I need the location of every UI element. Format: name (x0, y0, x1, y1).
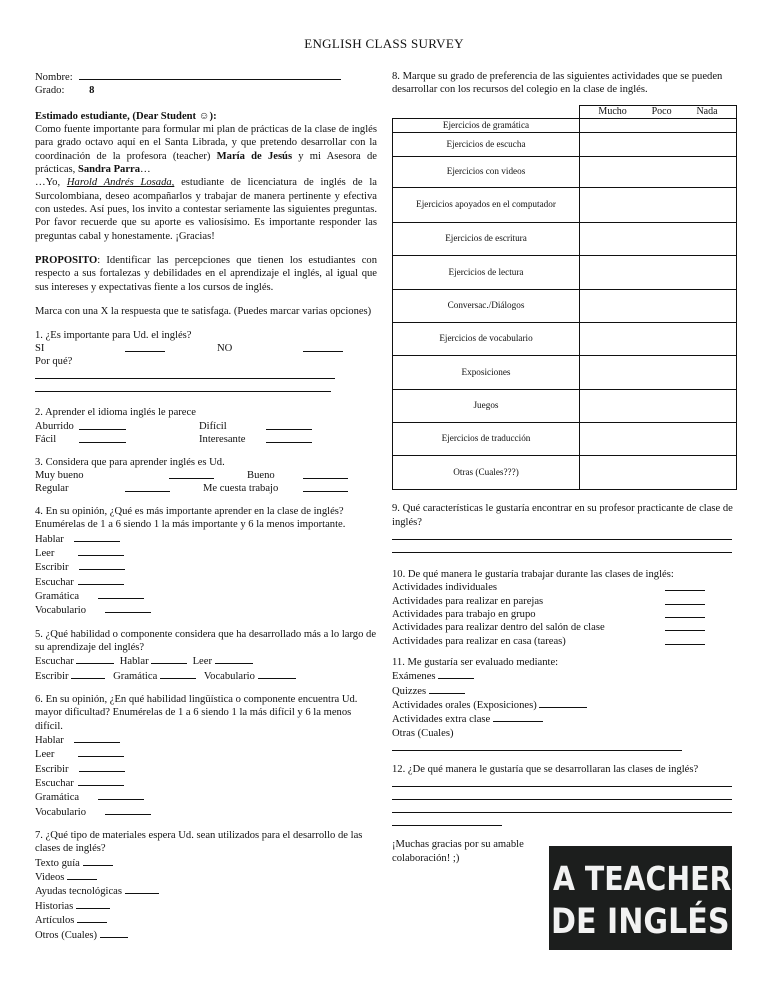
question-7-text: 7. ¿Qué tipo de materiales espera Ud. sean utilizados para el desarrollo de las clases de inglés? (35, 830, 363, 855)
question-7 (35, 829, 377, 942)
preference-cell[interactable] (580, 290, 737, 323)
grado-value: 8 (89, 85, 95, 97)
q7-item: Texto guía (35, 856, 377, 870)
preference-table (392, 105, 737, 491)
preference-header (580, 105, 737, 119)
purpose: PROPOSITO: Identificar las percepciones que tienen los estudiantes con respecto a sus fortalezas y debilidades en el aprendizaje el inglés, al igual que sus intereses y expectativas fiente a los cursos de inglés. (35, 255, 377, 293)
preference-cell[interactable] (580, 188, 737, 223)
q10-item: Actividades para realizar en parejas (392, 595, 737, 608)
q7-item: Ayudas tecnológicas (35, 884, 377, 898)
q10-item: Actividades para realizar en casa (tareas) (392, 635, 737, 648)
activity-label: Ejercicios de gramática (393, 119, 580, 133)
q4-item: Leer (35, 546, 377, 560)
q6-item: Leer (35, 747, 377, 761)
header-nada: Nada (696, 105, 718, 117)
activity-label: Juegos (393, 390, 580, 423)
q1-porque-label: Por qué? (35, 355, 73, 367)
activity-label: Ejercicios de traducción (393, 423, 580, 456)
question-9 (392, 502, 737, 553)
q3-blank[interactable] (125, 482, 170, 492)
question-11-text: 11. Me gustaría ser evaluado mediante: (392, 657, 559, 669)
question-12 (392, 763, 737, 826)
q7-item: Otros (Cuales) (35, 928, 377, 942)
preference-cell[interactable] (580, 256, 737, 290)
q2-option: Fácil (35, 433, 57, 445)
closing-message: ¡Muchas gracias por su amable colaboración! ;) (392, 839, 524, 864)
q3-option: Muy bueno (35, 469, 84, 481)
image-text-line-1: A TEACHER (553, 859, 732, 898)
question-10-text: 10. De qué manera le gustaría trabajar durante las clases de inglés: (392, 568, 674, 580)
preference-cell[interactable] (580, 157, 737, 188)
question-9-text: 9. Qué características le gustaría encontrar en su profesor practicante de clase de inglés? (392, 503, 733, 528)
q11-item: Otras (Cuales) (392, 727, 454, 739)
activity-label: Conversac./Diálogos (393, 290, 580, 323)
q10-item: Actividades individuales (392, 581, 737, 594)
q3-option: Regular (35, 482, 69, 494)
q6-item: Escribir (35, 762, 377, 776)
question-1 (35, 329, 377, 393)
nombre-label: Nombre: (35, 72, 73, 83)
question-4-text: 4. En su opinión, ¿Qué es más importante aprender en la clase de inglés? Enumérelas de 1 a 6 siendo 1 la más importante y 6 la menos importante. (35, 505, 346, 531)
q12-answer-line[interactable] (392, 813, 502, 826)
question-2 (35, 406, 377, 445)
q1-answer-line[interactable] (35, 366, 335, 379)
activity-label: Ejercicios de lectura (393, 256, 580, 290)
image-text-line-2: DE INGLÉS (551, 902, 730, 942)
q1-answer-line[interactable] (35, 379, 331, 392)
question-8 (392, 70, 737, 490)
q11-item: Actividades extra clase (392, 712, 737, 726)
q9-answer-line[interactable] (392, 540, 732, 553)
question-3-text: 3. Considera que para aprender inglés es Ud. (35, 456, 225, 468)
q6-item: Hablar (35, 733, 377, 747)
question-12-text: 12. ¿De qué manera le gustaría que se desarrollaran las clases de inglés? (392, 764, 699, 776)
q11-item: Actividades orales (Exposiciones) (392, 698, 737, 712)
nombre-row (35, 70, 377, 84)
q2-option: Interesante (199, 433, 246, 445)
question-5-text: 5. ¿Qué habilidad o componente considera que ha desarrollado más a lo largo de su aprendizaje del inglés? (35, 628, 377, 653)
q12-answer-line[interactable] (392, 774, 732, 787)
q10-item: Actividades para trabajo en grupo (392, 608, 737, 621)
activity-label: Ejercicios de escucha (393, 133, 580, 157)
nombre-blank[interactable] (79, 70, 341, 80)
q3-option: Me cuesta trabajo (203, 482, 279, 494)
q1-si-label: SI (35, 342, 45, 354)
intro-paragraph-1: Como fuente importante para formular mi plan de prácticas de la clase de inglés para grado octavo aquí en el Santa Librada, y que pretendo desarrollar con la coordinación de la profesora (teacher) María de Jesús y mi Asesora de prácticas, Sandra Parra… (35, 124, 377, 176)
page-title: ENGLISH CLASS SURVEY (304, 36, 464, 51)
q3-option: Bueno (247, 469, 275, 481)
q4-item: Hablar (35, 532, 377, 546)
grado-label: Grado: (35, 85, 65, 97)
q7-item: Artículos (35, 913, 377, 927)
preference-cell[interactable] (580, 119, 737, 133)
q12-answer-line[interactable] (392, 787, 732, 800)
preference-cell[interactable] (580, 133, 737, 157)
right-column (392, 70, 737, 865)
q11-item: Quizzes (392, 684, 737, 698)
q3-blank[interactable] (169, 469, 214, 479)
q2-blank[interactable] (79, 433, 126, 443)
question-2-text: 2. Aprender el idioma inglés le parece (35, 407, 196, 419)
question-8-text: 8. Marque su grado de preferencia de las siguientes actividades que se pueden desarrollar con los recursos del colegio en la clase de inglés. (392, 71, 723, 96)
q1-si-blank[interactable] (125, 342, 165, 352)
preference-cell[interactable] (580, 356, 737, 390)
activity-label: Ejercicios de vocabulario (393, 323, 580, 356)
question-6-text: 6. En su opinión, ¿En qué habilidad lingüística o componente encuentra Ud. mayor dificultad? Enumérelas de 1 a 6 siendo 1 la más difícil y 6 la menos difícil. (35, 694, 358, 732)
question-3 (35, 456, 377, 495)
activity-label: Ejercicios de escritura (393, 223, 580, 256)
question-4 (35, 505, 377, 618)
q2-blank[interactable] (79, 420, 126, 430)
preference-cell[interactable] (580, 456, 737, 490)
preference-cell[interactable] (580, 323, 737, 356)
preference-cell[interactable] (580, 223, 737, 256)
q11-answer-line[interactable] (392, 738, 682, 751)
preference-cell[interactable] (580, 423, 737, 456)
q4-item: Vocabulario (35, 603, 377, 617)
question-6 (35, 693, 377, 819)
greeting: Estimado estudiante, (Dear Student ☺): (35, 110, 217, 122)
q4-item: Escuchar (35, 575, 377, 589)
q9-answer-line[interactable] (392, 527, 732, 540)
q12-answer-line[interactable] (392, 800, 732, 813)
q1-no-blank[interactable] (303, 342, 343, 352)
q5-row: Escuchar Hablar Leer (35, 654, 377, 668)
q6-item: Escuchar (35, 776, 377, 790)
q2-option: Difícil (199, 420, 227, 432)
activity-label: Ejercicios con videos (393, 157, 580, 188)
header-poco: Poco (651, 105, 672, 117)
q3-blank[interactable] (303, 469, 348, 479)
q5-row: Escribir Gramática Vocabulario (35, 669, 377, 683)
preference-cell[interactable] (580, 390, 737, 423)
q7-item: Videos (35, 870, 377, 884)
question-11 (392, 656, 737, 751)
q1-no-label: NO (217, 342, 233, 354)
q10-item: Actividades para realizar dentro del salón de clase (392, 621, 737, 634)
q11-item: Exámenes (392, 669, 737, 683)
q6-item: Vocabulario (35, 805, 377, 819)
intro-paragraph-2: …Yo, Harold Andrés Losada, estudiante de licenciatura de inglés de la Surcolombiana, deseo acompañarlos y trabajar de manera pertinente y efectiva con ustedes. Así pues, los invito a contestar seriamente las siguientes preguntas. Por favor recuerde que su aporte es valiosísimo. Es importante responder las preguntas cabal y honestamente. ¡Gracias! (35, 177, 377, 242)
q2-option: Aburrido (35, 420, 74, 432)
q6-item: Gramática (35, 790, 377, 804)
left-column (35, 70, 377, 942)
teacher-de-ingles-image (549, 846, 732, 950)
header-mucho: Mucho (598, 105, 627, 117)
instruction: Marca con una X la respuesta que te satisfaga. (Puedes marcar varias opciones) (35, 306, 372, 318)
question-1-text: 1. ¿Es importante para Ud. el inglés? (35, 329, 192, 341)
q4-item: Escribir (35, 560, 377, 574)
question-10 (392, 568, 737, 648)
grado-row (35, 84, 377, 97)
q2-blank[interactable] (266, 420, 312, 430)
activity-label: Ejercicios apoyados en el computador (393, 188, 580, 223)
q7-item: Historias (35, 899, 377, 913)
q4-item: Gramática (35, 589, 377, 603)
activity-label: Exposiciones (393, 356, 580, 390)
q3-blank[interactable] (303, 482, 348, 492)
q2-blank[interactable] (266, 433, 312, 443)
question-5 (35, 628, 377, 683)
activity-label: Otras (Cuales???) (393, 456, 580, 490)
